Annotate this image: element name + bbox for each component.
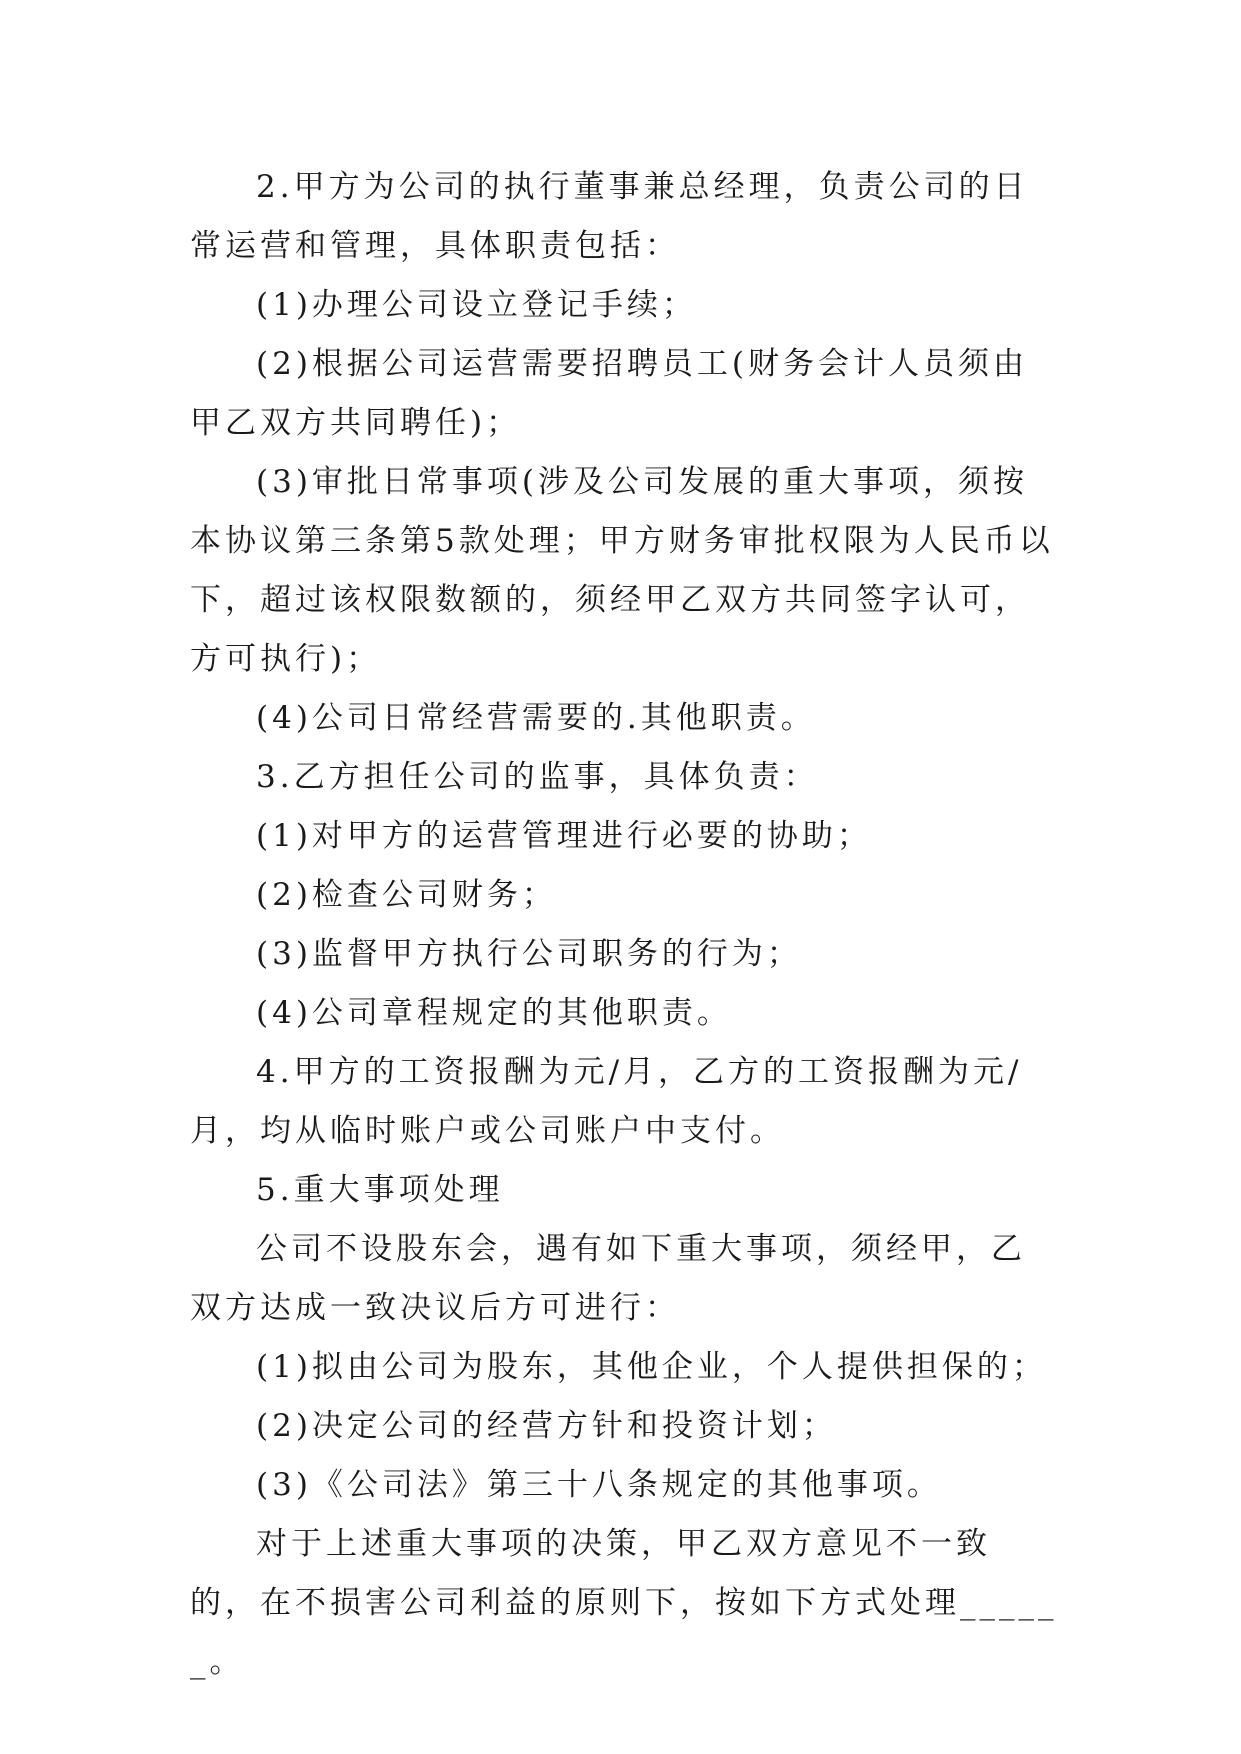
paragraph-5-heading: 5.重大事项处理 (256, 1172, 504, 1208)
list-item-business-policy: (2)决定公司的经营方针和投资计划； (256, 1408, 837, 1444)
paragraph-disagreement: 对于上述重大事项的决策，甲乙双方意见不一致的，在不损害公司利益的原则下，按如下方式处理______。 (190, 1526, 1058, 1680)
paragraph-major-matters: 公司不设股东会，遇有如下重大事项，须经甲，乙双方达成一致决议后方可进行： (190, 1231, 1026, 1326)
document-body (190, 158, 1060, 1692)
list-item-registration: (1)办理公司设立登记手续； (256, 287, 697, 323)
paragraph-2-executive-director: 2.甲方为公司的执行董事兼总经理，负责公司的日常运营和管理，具体职责包括： (190, 169, 1029, 264)
paragraph-3-supervisor: 3.乙方担任公司的监事，具体负责： (256, 759, 819, 795)
list-item-charter-duties: (4)公司章程规定的其他职责。 (256, 995, 732, 1031)
list-item-other-duties: (4)公司日常经营需要的.其他职责。 (256, 700, 816, 736)
paragraph-4-salary: 4.甲方的工资报酬为元/月，乙方的工资报酬为元/月，均从临时账户或公司账户中支付。 (190, 1054, 1023, 1149)
list-item-assist: (1)对甲方的运营管理进行必要的协助； (256, 818, 872, 854)
list-item-supervise: (3)监督甲方执行公司职务的行为； (256, 936, 802, 972)
list-item-company-law: (3)《公司法》第三十八条规定的其他事项。 (256, 1467, 942, 1503)
list-item-recruitment: (2)根据公司运营需要招聘员工(财务会计人员须由甲乙双方共同聘任)； (190, 346, 1029, 441)
list-item-guarantee: (1)拟由公司为股东，其他企业，个人提供担保的； (256, 1349, 1047, 1385)
list-item-approval: (3)审批日常事项(涉及公司发展的重大事项，须按本协议第三条第5款处理；甲方财务审批权限为人民币以下，超过该权限数额的，须经甲乙双方共同签字认可，方可执行)； (190, 464, 1054, 677)
list-item-check-finance: (2)检查公司财务； (256, 877, 557, 913)
